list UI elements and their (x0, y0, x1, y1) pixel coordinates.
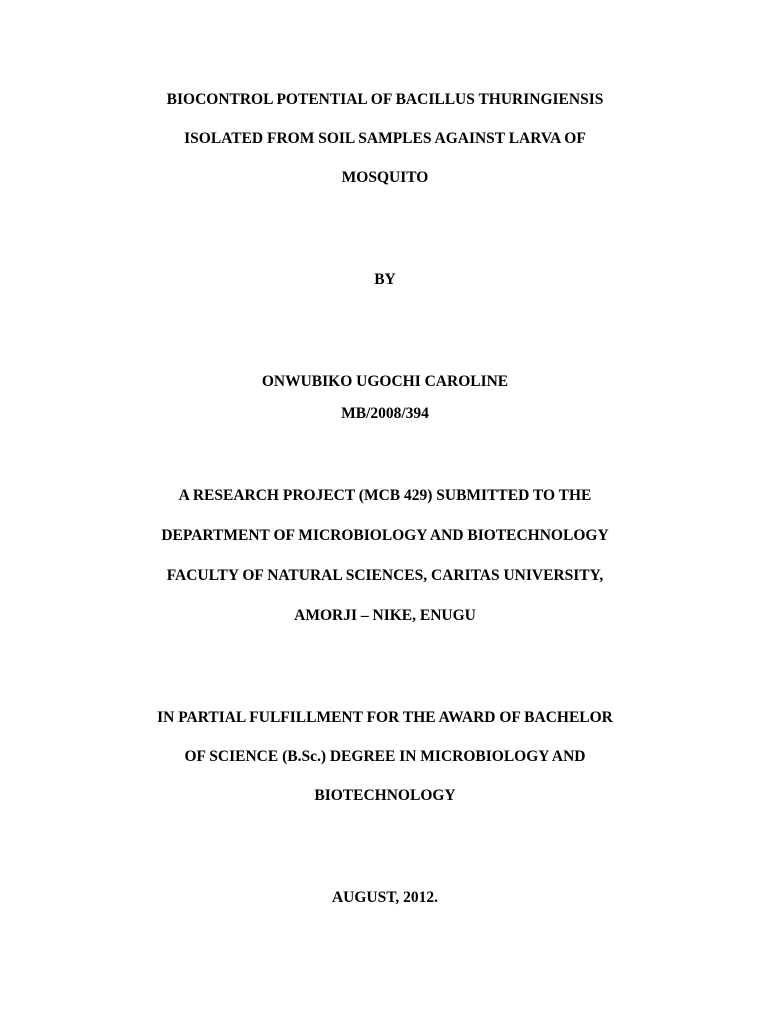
title-line-2: ISOLATED FROM SOIL SAMPLES AGAINST LARVA OF (184, 130, 586, 147)
author-name: ONWUBIKO UGOCHI CAROLINE (261, 373, 509, 390)
submission-line-2: DEPARTMENT OF MICROBIOLOGY AND BIOTECHNOLOGY (161, 527, 609, 544)
title-line-1: BIOCONTROL POTENTIAL OF BACILLUS THURINGIENSIS (166, 91, 604, 108)
submission-line-4: AMORJI – NIKE, ENUGU (294, 607, 476, 624)
author-reg-number: MB/2008/394 (341, 405, 429, 422)
submission-line-1: A RESEARCH PROJECT (MCB 429) SUBMITTED TO THE (178, 487, 592, 504)
by-label: BY (374, 271, 396, 288)
submission-date: AUGUST, 2012. (331, 889, 439, 906)
award-line-1: IN PARTIAL FULFILLMENT FOR THE AWARD OF BACHELOR (157, 709, 613, 726)
title-line-3: MOSQUITO (341, 169, 429, 186)
award-line-3: BIOTECHNOLOGY (314, 787, 456, 804)
award-line-2: OF SCIENCE (B.Sc.) DEGREE IN MICROBIOLOGY AND (184, 748, 586, 765)
submission-line-3: FACULTY OF NATURAL SCIENCES, CARITAS UNIVERSITY, (166, 567, 604, 584)
